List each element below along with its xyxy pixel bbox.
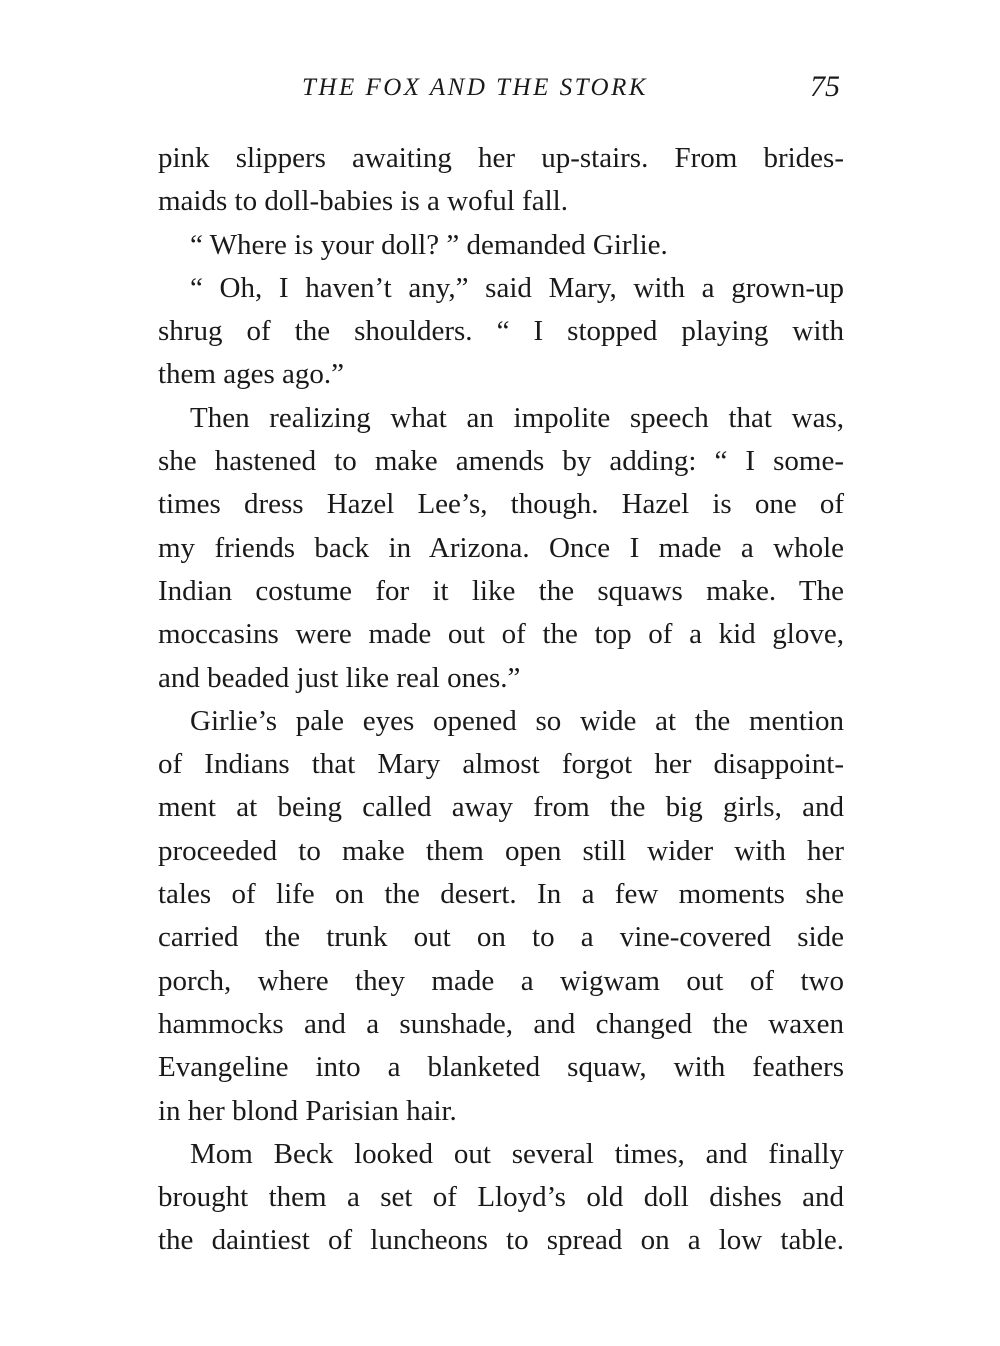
text-line: ment at being called away from the big girls, and xyxy=(158,791,844,824)
text-line: brought them a set of Lloyd’s old doll dishes and xyxy=(158,1181,844,1214)
text-line: my friends back in Arizona. Once I made a whole xyxy=(158,531,844,564)
text-line: hammocks and a sunshade, and changed the waxen xyxy=(158,1007,844,1040)
text-line: “ Where is your doll? ” demanded Girlie. xyxy=(190,228,668,261)
text-line: Then realizing what an impolite speech that was, xyxy=(190,401,844,434)
text-line: she hastened to make amends by adding: “ I some- xyxy=(158,445,844,478)
text-line: tales of life on the desert. In a few moments she xyxy=(158,878,844,911)
text-line: the daintiest of luncheons to spread on a low table. xyxy=(158,1224,844,1257)
text-line: porch, where they made a wigwam out of two xyxy=(158,964,844,997)
text-line: times dress Hazel Lee’s, though. Hazel is one of xyxy=(158,488,844,521)
text-line: moccasins were made out of the top of a kid glove, xyxy=(158,618,844,651)
text-line: of Indians that Mary almost forgot her disappoint- xyxy=(158,748,844,781)
running-title: THE FOX AND THE STORK xyxy=(302,74,649,101)
running-head xyxy=(158,72,844,112)
text-line: and beaded just like real ones.” xyxy=(158,661,521,694)
page-number: 75 xyxy=(810,70,840,103)
text-line: them ages ago.” xyxy=(158,358,345,391)
text-line: shrug of the shoulders. “ I stopped playing with xyxy=(158,315,844,348)
text-line: Evangeline into a blanketed squaw, with feathers xyxy=(158,1051,844,1084)
text-line: proceeded to make them open still wider with her xyxy=(158,834,844,867)
text-line: Indian costume for it like the squaws make. The xyxy=(158,574,844,607)
body-text xyxy=(158,137,844,1263)
text-line: maids to doll-babies is a woful fall. xyxy=(158,185,568,218)
text-line: “ Oh, I haven’t any,” said Mary, with a grown-up xyxy=(190,271,844,304)
text-line: pink slippers awaiting her up-stairs. From brides- xyxy=(158,142,844,174)
text-line: Mom Beck looked out several times, and finally xyxy=(190,1137,844,1170)
text-line: carried the trunk out on to a vine-covered side xyxy=(158,921,844,954)
text-line: Girlie’s pale eyes opened so wide at the mention xyxy=(190,704,844,737)
text-line: in her blond Parisian hair. xyxy=(158,1094,457,1127)
